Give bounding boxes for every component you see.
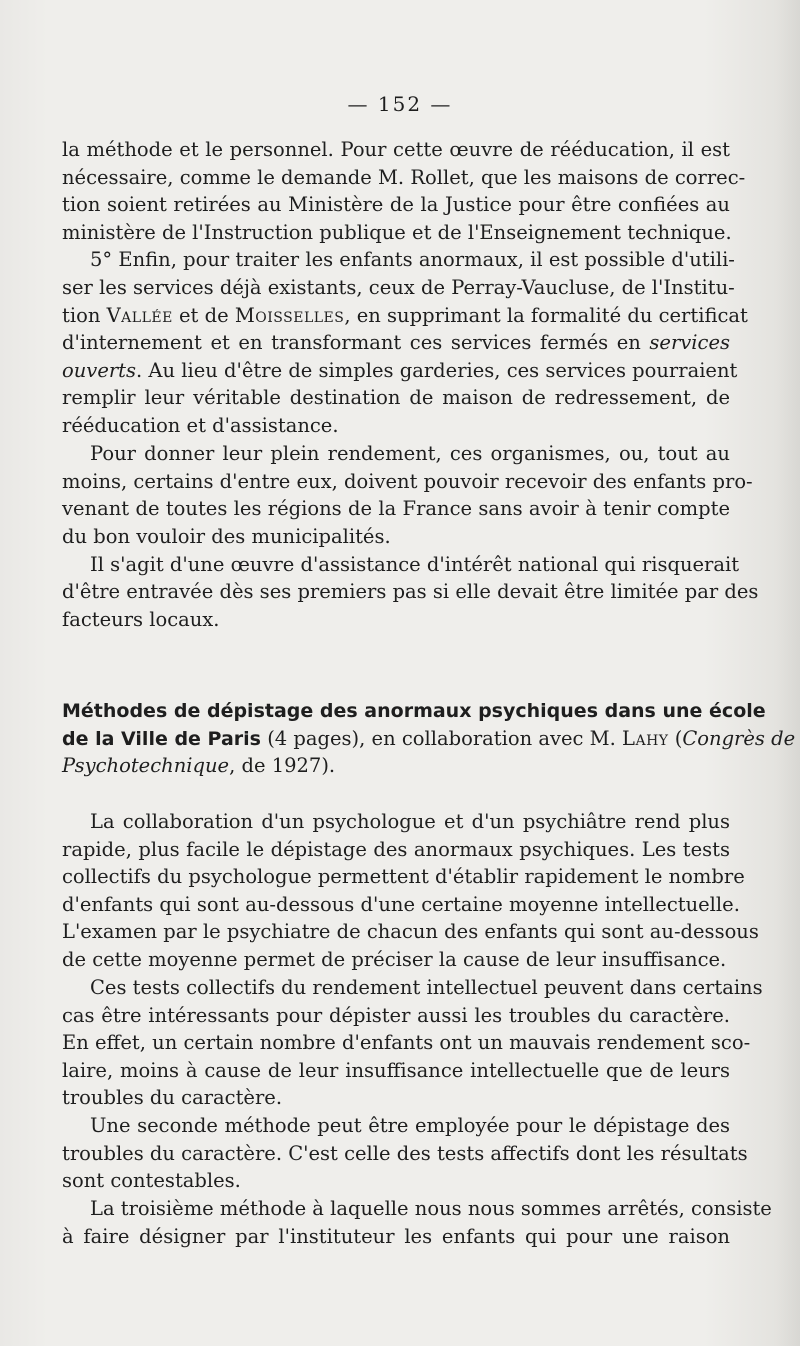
text-line: Une seconde méthode peut être employée pour le dépistage des	[90, 1114, 730, 1137]
heading-line	[62, 725, 796, 753]
text-line: ministère de l'Instruction publique et de l'Enseignement technique.	[62, 220, 732, 244]
text-line: moins, certains d'entre eux, doivent pouvoir recevoir des enfants pro-	[62, 469, 753, 493]
text-segment: (4 pages), en collaboration avec M.	[261, 726, 623, 750]
text-line: La troisième méthode à laquelle nous nous sommes arrêtés, consiste	[90, 1197, 772, 1220]
italic-services: services	[649, 331, 730, 355]
text-segment: et de	[172, 303, 235, 327]
paragraph-3	[62, 440, 753, 550]
text-line: Ces tests collectifs du rendement intellectuel peuvent dans certains	[90, 976, 763, 999]
text-line: Il s'agit d'une œuvre d'assistance d'intérêt national qui risquerait	[90, 552, 740, 576]
text-line: tion soient retirées au Ministère de la Justice pour être confiées au	[62, 193, 730, 217]
text-segment: tion	[62, 303, 107, 327]
text-line: La collaboration d'un psychologue et d'un psychiâtre rend plus	[90, 810, 730, 833]
italic-psychotechnique: Psychotechnique	[62, 754, 230, 778]
text-line: de cette moyenne permet de préciser la cause de leur insuffisance.	[62, 947, 727, 971]
text-line: ser les services déjà existants, ceux de Perray-Vaucluse, de l'Institu-	[62, 275, 735, 299]
text-line: collectifs du psychologue permettent d'établir rapidement le nombre	[62, 865, 745, 889]
text-line: rééducation et d'assistance.	[62, 413, 339, 437]
name-lahy: Lahy	[622, 726, 669, 750]
page-number: — 152 —	[347, 92, 453, 116]
paragraph-5	[62, 808, 759, 974]
paragraph-7	[62, 1112, 748, 1195]
text-line	[62, 302, 748, 330]
paragraph-8	[62, 1195, 772, 1250]
text-line: En effet, un certain nombre d'enfants ont un mauvais rendement sco-	[62, 1031, 751, 1055]
name-vallee: Vallée	[106, 303, 173, 327]
heading-line	[62, 752, 730, 780]
paragraph-4	[62, 551, 759, 634]
text-line: venant de toutes les régions de la France sans avoir à tenir compte	[62, 497, 730, 521]
text-line: 5° Enfin, pour traiter les enfants anormaux, il est possible d'utili-	[90, 248, 735, 272]
text-segment: d'internement et en transformant ces services fermés en	[62, 331, 650, 355]
text-line: rapide, plus facile le dépistage des anormaux psychiques. Les tests	[62, 837, 730, 861]
text-line: remplir leur véritable destination de maison de redressement, de	[62, 386, 730, 410]
heading-line	[62, 697, 766, 725]
text-segment: (	[668, 726, 683, 750]
text-line: cas être intéressants pour dépister aussi les troubles du caractère.	[62, 1003, 730, 1027]
text-segment: . Au lieu d'être de simples garderies, ces services pourraient	[136, 358, 738, 382]
text-line: troubles du caractère.	[62, 1086, 283, 1110]
text-line: L'examen par le psychiatre de chacun des enfants qui sont au-dessous	[62, 920, 759, 944]
name-moisselles: Moisselles	[234, 303, 345, 327]
text-line: d'enfants qui sont au-dessous d'une certaine moyenne intellectuelle.	[62, 892, 740, 916]
text-line	[62, 329, 730, 357]
paragraph-1	[62, 136, 746, 246]
text-line	[62, 357, 738, 385]
paragraph-2	[62, 246, 748, 439]
section-heading	[62, 697, 796, 780]
text-segment: , de 1927).	[229, 754, 336, 778]
text-line: à faire désigner par l'instituteur les enfants qui pour une raison	[62, 1224, 730, 1248]
text-line: laire, moins à cause de leur insuffisance intellectuelle que de leurs	[62, 1058, 730, 1082]
text-segment: , en supprimant la formalité du certificat	[344, 303, 748, 327]
text-line: d'être entravée dès ses premiers pas si elle devait être limitée par des	[62, 580, 759, 604]
text-line: Pour donner leur plein rendement, ces organismes, ou, tout au	[90, 442, 730, 465]
text-line: sont contestables.	[62, 1169, 241, 1193]
heading-title: Méthodes de dépistage des anormaux psychiques dans une école	[62, 700, 766, 722]
italic-ouverts: ouverts	[62, 358, 137, 382]
text-line: la méthode et le personnel. Pour cette œuvre de rééducation, il est	[62, 138, 730, 161]
text-line: facteurs locaux.	[62, 607, 220, 631]
italic-congres: Congrès de	[682, 726, 796, 750]
paragraph-6	[62, 974, 763, 1112]
text-line: nécessaire, comme le demande M. Rollet, que les maisons de correc-	[62, 165, 746, 189]
heading-title: de la Ville de Paris	[62, 727, 261, 750]
text-line: du bon vouloir des municipalités.	[62, 524, 391, 548]
text-line: troubles du caractère. C'est celle des tests affectifs dont les résultats	[62, 1141, 748, 1165]
